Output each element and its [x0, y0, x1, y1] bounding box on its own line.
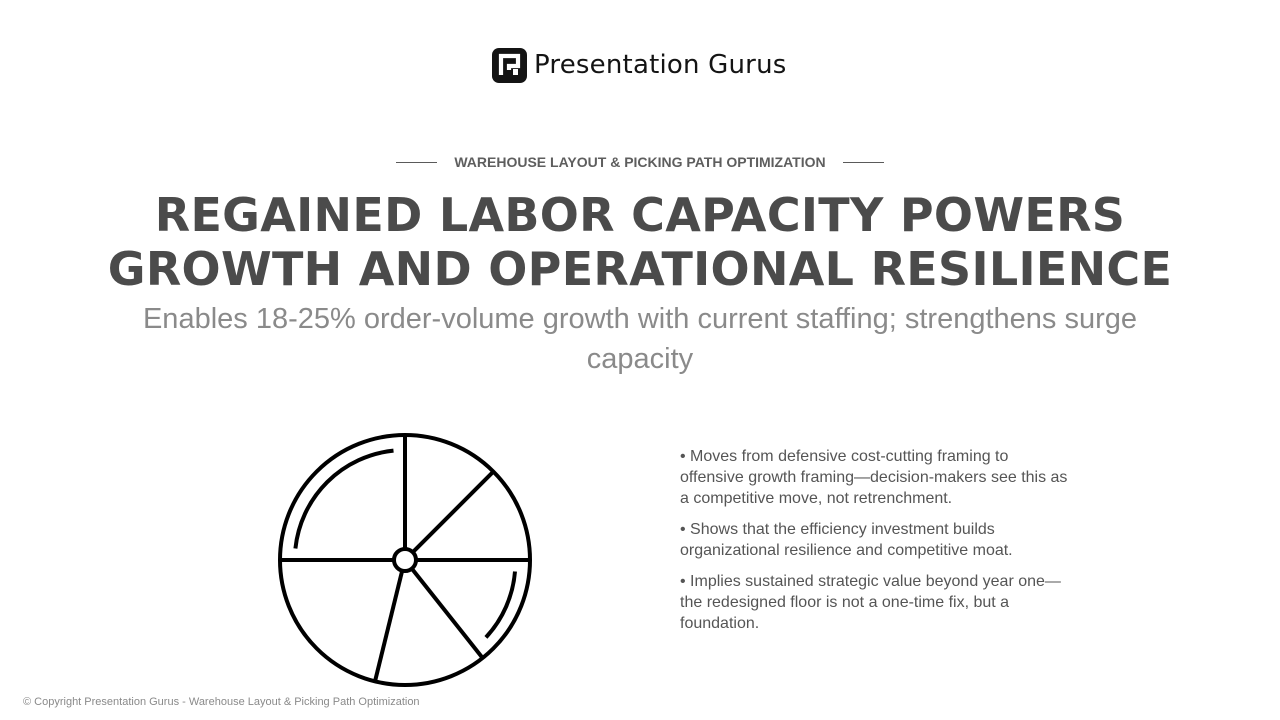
copyright-footer: © Copyright Presentation Gurus - Warehouse Layout & Picking Path Optimization — [23, 696, 420, 708]
brand-logo — [492, 47, 787, 83]
pie-chart-icon — [277, 431, 533, 689]
eyebrow-right-rule — [843, 162, 884, 163]
section-eyebrow — [0, 152, 1280, 172]
key-point-3: • Implies sustained strategic value beyond year one—the redesigned floor is not a one-time fix, but a foundation. — [680, 573, 1061, 632]
brand-name: Presentation Gurus — [534, 50, 787, 80]
key-point-2: • Shows that the efficiency investment builds organizational resilience and competitive moat. — [680, 521, 1013, 559]
slide-title: REGAINED LABOR CAPACITY POWERS GROWTH AND OPERATIONAL RESILIENCE — [107, 188, 1173, 296]
eyebrow-left-rule — [396, 162, 437, 163]
key-points-list — [680, 446, 1072, 644]
key-point-1: • Moves from defensive cost-cutting framing to offensive growth framing—decision-makers see this as a competitive move, not retrenchment. — [680, 448, 1068, 507]
eyebrow-text: WAREHOUSE LAYOUT & PICKING PATH OPTIMIZATION — [454, 154, 826, 170]
slide-subtitle: Enables 18-25% order-volume growth with current staffing; strengthens surge capacity — [142, 303, 1138, 375]
presentation-gurus-logo-icon — [492, 48, 527, 83]
